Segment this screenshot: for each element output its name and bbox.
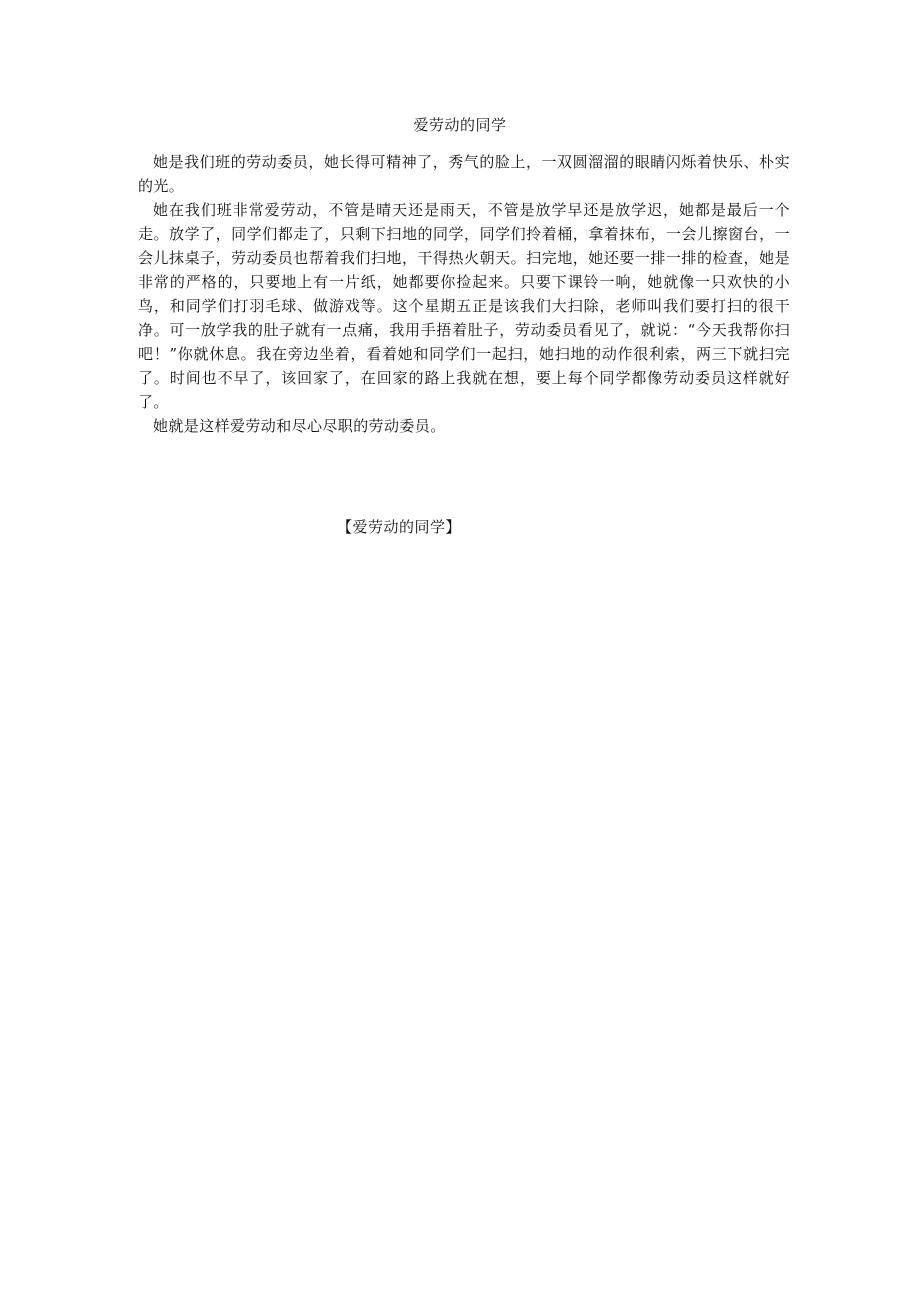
paragraph-3: 她就是这样爱劳动和尽心尽职的劳动委员。 — [153, 417, 446, 435]
document-body — [138, 150, 790, 438]
paragraph-1: 她是我们班的劳动委员，她长得可精神了，秀气的脸上，一双圆溜溜的眼睛闪烁着快乐、朴实的光。 — [138, 153, 790, 195]
footer-title: 【爱劳动的同学】 — [337, 518, 462, 536]
paragraph-2: 她在我们班非常爱劳动，不管是晴天还是雨天，不管是放学早还是放学迟，她都是最后一个走。放学了，同学们都走了，只剩下扫地的同学，同学们拎着桶，拿着抹布，一会儿擦窗台，一会儿抹桌子，劳动委员也帮着我们扫地，干得热火朝天。扫完地，她还要一排一排的检查，她是非常的严格的，只要地上有一片纸，她都要你捡起来。只要下课铃一响，她就像一只欢快的小鸟，和同学们打羽毛球、做游戏等。这个星期五正是该我们大扫除，老师叫我们要打扫的很干净。可一放学我的肚子就有一点痛，我用手捂着肚子，劳动委员看见了，就说：“今天我帮你扫吧！”你就休息。我在旁边坐着，看着她和同学们一起扫，她扫地的动作很利索，两三下就扫完了。时间也不早了，该回家了，在回家的路上我就在想，要上每个同学都像劳动委员这样就好了。 — [138, 201, 790, 411]
document-title: 爱劳动的同学 — [413, 116, 507, 134]
